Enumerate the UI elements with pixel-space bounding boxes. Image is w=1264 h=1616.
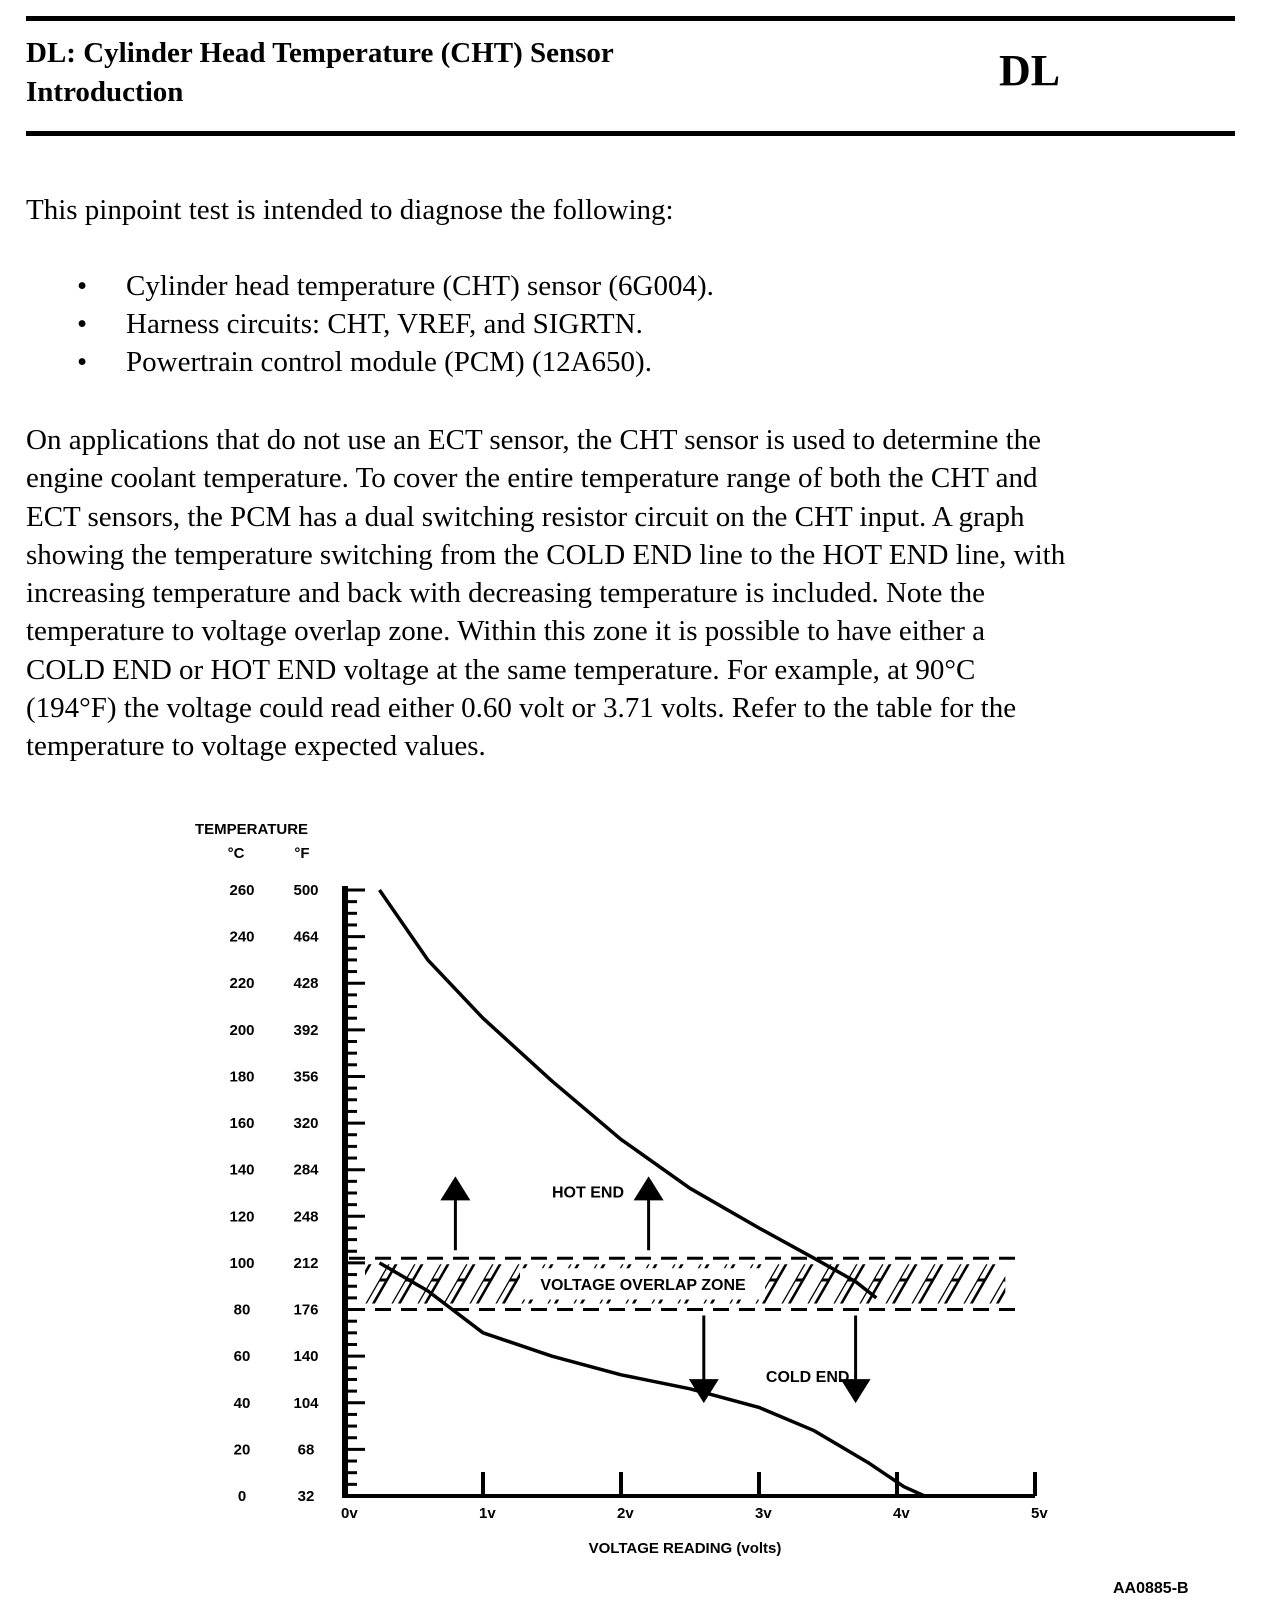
y-tick-label-f: 104 [293, 1394, 319, 1412]
paragraph-line: temperature to voltage expected values. [26, 730, 486, 763]
paragraph-line: COLD END or HOT END voltage at the same temperature. For example, at 90°C [26, 653, 976, 686]
x-tick-label: 5v [1031, 1505, 1048, 1522]
y-unit-fahrenheit: °F [294, 845, 310, 862]
paragraph-line: showing the temperature switching from the COLD END line to the HOT END line, with [26, 538, 1066, 571]
y-tick-label-f: 320 [293, 1115, 319, 1133]
y-tick-label-c: 180 [229, 1068, 255, 1086]
cht-voltage-chart [0, 800, 1264, 1570]
y-tick-label-c: 220 [229, 975, 255, 993]
header-bottom-rule [26, 131, 1235, 136]
paragraph-line: increasing temperature and back with decreasing temperature is included. Note the [26, 577, 986, 610]
header-top-rule [26, 16, 1235, 21]
y-tick-label-f: 140 [293, 1348, 319, 1366]
y-tick-label-c: 200 [229, 1021, 255, 1039]
list-item: • Powertrain control module (PCM) (12A650). [0, 343, 714, 381]
y-tick-label-f: 500 [293, 882, 319, 899]
hot-end-label: HOT END [552, 1184, 624, 1202]
y-tick-label-f: 392 [293, 1021, 319, 1039]
list-item: • Harness circuits: CHT, VREF, and SIGRTN. [0, 305, 714, 343]
paragraph-line: engine coolant temperature. To cover the entire temperature range of both the CHT and [26, 462, 1038, 495]
y-tick-label-f: 212 [293, 1254, 319, 1272]
y-tick-label-f: 32 [297, 1488, 315, 1505]
y-unit-celsius: °C [227, 845, 245, 862]
y-tick-label-c: 60 [233, 1348, 251, 1366]
y-tick-label-c: 160 [229, 1115, 255, 1133]
x-tick-label: 4v [893, 1505, 910, 1522]
paragraph-line: ECT sensors, the PCM has a dual switching resistor circuit on the CHT input. A graph [26, 500, 1025, 533]
list-item: • Cylinder head temperature (CHT) sensor (6G004). [0, 267, 714, 305]
y-tick-label-c: 100 [229, 1254, 255, 1272]
y-tick-label-c: 0 [237, 1488, 247, 1505]
y-axis-title: TEMPERATURE [195, 821, 309, 838]
overlap-zone-label: VOLTAGE OVERLAP ZONE [540, 1276, 746, 1294]
bullet-icon: • [77, 308, 88, 340]
chart-plot-area [229, 882, 1048, 1522]
y-tick-label-f: 68 [297, 1441, 315, 1459]
cold-end-label: COLD END [765, 1368, 850, 1386]
paragraph-line: temperature to voltage overlap zone. Within this zone it is possible to have either a [26, 615, 986, 648]
y-tick-label-c: 20 [233, 1441, 251, 1459]
x-tick-label: 0v [341, 1505, 358, 1522]
diagnosis-list [0, 267, 714, 381]
description-paragraph [26, 421, 1241, 766]
y-tick-label-c: 80 [233, 1301, 251, 1319]
title-line-2: Introduction [26, 76, 184, 108]
bullet-icon: • [77, 270, 88, 302]
y-tick-label-c: 240 [229, 928, 255, 946]
x-tick-label: 3v [755, 1505, 772, 1522]
paragraph-line: (194°F) the voltage could read either 0.60 volt or 3.71 volts. Refer to the table for the [26, 692, 1017, 725]
y-tick-label-c: 120 [229, 1208, 255, 1226]
y-tick-label-f: 464 [293, 928, 319, 946]
x-tick-label: 1v [479, 1505, 496, 1522]
y-tick-label-f: 176 [293, 1301, 319, 1319]
bullet-icon: • [77, 346, 88, 378]
section-code: DL [999, 46, 1061, 95]
title-line-1: DL: Cylinder Head Temperature (CHT) Sensor [26, 37, 614, 69]
y-tick-label-f: 248 [293, 1208, 319, 1226]
intro-text: This pinpoint test is intended to diagnose the following: [26, 194, 674, 226]
page-title [26, 34, 614, 112]
x-axis-title: VOLTAGE READING (volts) [588, 1540, 782, 1557]
y-tick-label-c: 260 [229, 882, 255, 899]
x-tick-label: 2v [617, 1505, 634, 1522]
y-tick-label-f: 428 [293, 975, 319, 993]
y-tick-label-f: 356 [293, 1068, 319, 1086]
figure-code: AA0885-B [1113, 1580, 1189, 1597]
paragraph-line: On applications that do not use an ECT sensor, the CHT sensor is used to determine the [26, 424, 1042, 456]
y-tick-label-c: 40 [233, 1394, 251, 1412]
y-tick-label-f: 284 [293, 1161, 319, 1179]
y-tick-label-c: 140 [229, 1161, 255, 1179]
